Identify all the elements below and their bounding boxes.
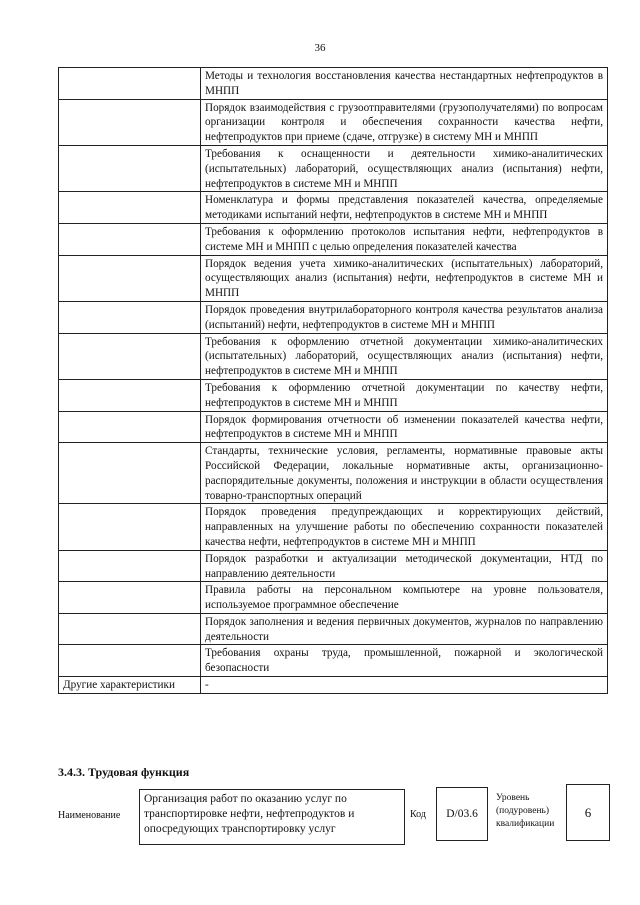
row-description: Требования охраны труда, промышленной, пожарной и экологической безопасности	[201, 645, 608, 677]
row-category	[59, 443, 201, 504]
row-category	[59, 145, 201, 191]
row-category	[59, 613, 201, 645]
row-category	[59, 255, 201, 301]
row-description: Порядок взаимодействия с грузоотправителями (грузополучателями) по вопросам организации контроля и обеспечения сохранности качества нефти, нефтепродуктов при приеме (сдаче, отгрузке) в систему МН и МНПП	[201, 99, 608, 145]
table-row	[59, 145, 608, 191]
row-description: Порядок ведения учета химико-аналитических (испытательных) лабораторий, осуществляющих анализ (испытания) нефти, нефтепродуктов в системе МН и МНПП	[201, 255, 608, 301]
level-value: 6	[566, 784, 610, 841]
row-description: Требования к оформлению отчетной документации химико-аналитических (испытательных) лабораторий, осуществляющих анализ (испытания) нефти, нефтепродуктов в системе МН и МНПП	[201, 333, 608, 379]
table-row	[59, 68, 608, 100]
row-description: Стандарты, технические условия, регламенты, нормативные правовые акты Российской Федерации, локальные нормативные акты, организационно-распорядительные документы, положения и инструкции в области осуществления товарно-транспортных операций	[201, 443, 608, 504]
row-category	[59, 582, 201, 614]
table-row	[59, 613, 608, 645]
table-row	[59, 301, 608, 333]
name-label: Наименование	[58, 810, 121, 821]
row-description: Номенклатура и формы представления показателей качества, определяемые методиками испытаний нефти, нефтепродуктов в системе МН и МНПП	[201, 192, 608, 224]
row-description: Методы и технология восстановления качества нестандартных нефтепродуктов в МНПП	[201, 68, 608, 100]
table-row	[59, 192, 608, 224]
table-row	[59, 333, 608, 379]
page-number: 36	[314, 42, 326, 54]
table-row	[59, 255, 608, 301]
row-category: Другие характеристики	[59, 677, 201, 694]
row-category	[59, 99, 201, 145]
table-row	[59, 99, 608, 145]
row-category	[59, 550, 201, 582]
row-description: Требования к оформлению протоколов испытания нефти, нефтепродуктов в системе МН и МНПП с целью определения показателей качества	[201, 223, 608, 255]
row-description: Порядок заполнения и ведения первичных документов, журналов по направлению деятельности	[201, 613, 608, 645]
table-row	[59, 677, 608, 694]
row-category	[59, 223, 201, 255]
row-description: Порядок разработки и актуализации методической документации, НТД по направлению деятельности	[201, 550, 608, 582]
table-row	[59, 582, 608, 614]
row-category	[59, 504, 201, 550]
level-label: Уровень (подуровень) квалификации	[496, 793, 555, 829]
table-row	[59, 223, 608, 255]
table-row	[59, 443, 608, 504]
code-value: D/03.6	[436, 787, 488, 841]
table-row	[59, 379, 608, 411]
row-description: Порядок формирования отчетности об изменении показателей качества нефти, нефтепродуктов в системе МН и МНПП	[201, 411, 608, 443]
table-row	[59, 411, 608, 443]
row-category	[59, 645, 201, 677]
row-description: -	[201, 677, 608, 694]
section-heading: 3.4.3. Трудовая функция	[58, 765, 190, 779]
row-category	[59, 379, 201, 411]
row-description: Правила работы на персональном компьютере на уровне пользователя, используемое программное обеспечение	[201, 582, 608, 614]
table-row	[59, 550, 608, 582]
name-value: Организация работ по оказанию услуг по транспортировке нефти, нефтепродуктов и опосредующих транспортировку услуг	[139, 789, 405, 845]
row-category	[59, 411, 201, 443]
row-category	[59, 68, 201, 100]
code-label: Код	[410, 809, 426, 820]
row-description: Требования к оснащенности и деятельности химико-аналитических (испытательных) лабораторий, осуществляющих анализ (испытания) нефти, нефтепродуктов в системе МН и МНПП	[201, 145, 608, 191]
row-category	[59, 192, 201, 224]
row-category	[59, 333, 201, 379]
table-row	[59, 504, 608, 550]
row-description: Требования к оформлению отчетной документации по качеству нефти, нефтепродуктов в системе МН и МНПП	[201, 379, 608, 411]
row-description: Порядок проведения предупреждающих и корректирующих действий, направленных на улучшение работы по обеспечению сохранности показателей качества нефти, нефтепродуктов в системе МН и МНПП	[201, 504, 608, 550]
table-row	[59, 645, 608, 677]
knowledge-table	[58, 67, 608, 694]
row-category	[59, 301, 201, 333]
row-description: Порядок проведения внутрилабораторного контроля качества результатов анализа (испытаний) нефти, нефтепродуктов в системе МН и МНПП	[201, 301, 608, 333]
